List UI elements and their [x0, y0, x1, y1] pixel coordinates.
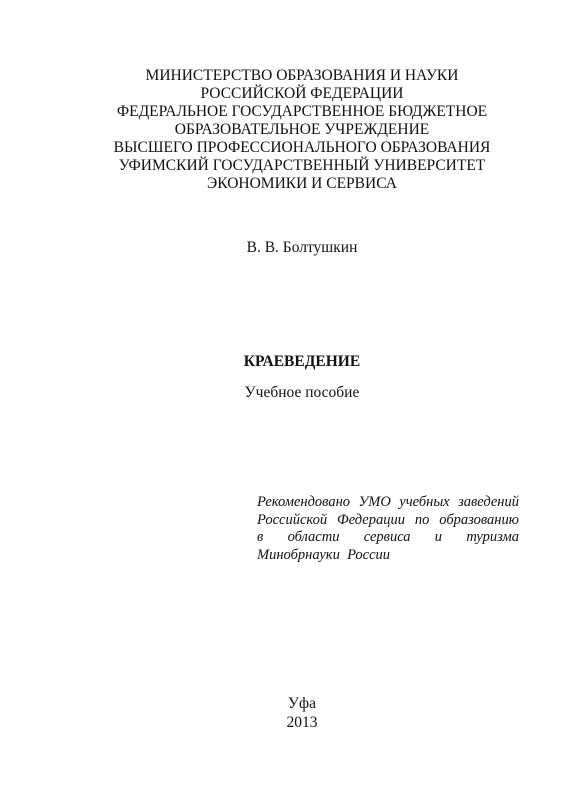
recommendation-word: Рекомендовано: [257, 494, 351, 510]
recommendation-word: учебных: [399, 494, 450, 510]
recommendation-line: [257, 547, 519, 565]
header-line: УФИМСКИЙ ГОСУДАРСТВЕННЫЙ УНИВЕРСИТЕТ: [118, 157, 486, 174]
recommendation-block: [257, 494, 519, 564]
header-line: ЭКОНОМИКИ И СЕРВИСА: [207, 175, 397, 192]
recommendation-word: Минобрнауки России: [257, 546, 391, 563]
recommendation-word: в: [257, 529, 264, 545]
institution-header: [0, 67, 570, 193]
imprint: [0, 694, 570, 732]
recommendation-word: Российской: [257, 511, 328, 528]
imprint-year: 2013: [286, 714, 318, 731]
recommendation-line: [257, 494, 519, 512]
recommendation-word: сервиса: [363, 529, 411, 545]
author-name: В. В. Болтушкин: [246, 239, 358, 256]
recommendation-word: заведений: [458, 494, 519, 510]
header-line: МИНИСТЕРСТВО ОБРАЗОВАНИЯ И НАУКИ: [145, 67, 459, 84]
recommendation-word: туризма: [466, 529, 519, 545]
recommendation-word: и: [434, 529, 443, 545]
recommendation-word: области: [287, 529, 340, 545]
recommendation-line: [257, 512, 519, 530]
recommendation-word: УМО: [358, 494, 391, 510]
recommendation-word: образованию: [439, 511, 519, 528]
book-title: КРАЕВЕДЕНИЕ: [243, 353, 361, 370]
header-line: ОБРАЗОВАТЕЛЬНОЕ УЧРЕЖДЕНИЕ: [174, 121, 430, 138]
header-line: ФЕДЕРАЛЬНОЕ ГОСУДАРСТВЕННОЕ БЮДЖЕТНОЕ: [116, 103, 488, 120]
header-line: ВЫСШЕГО ПРОФЕССИОНАЛЬНОГО ОБРАЗОВАНИЯ: [113, 139, 491, 156]
imprint-city: Уфа: [288, 695, 316, 712]
recommendation-word: по: [414, 511, 430, 528]
recommendation-word: Федерации: [337, 511, 405, 528]
book-subtitle: Учебное пособие: [244, 384, 360, 401]
recommendation-line: [257, 529, 519, 547]
header-line: РОССИЙСКОЙ ФЕДЕРАЦИИ: [200, 85, 404, 102]
